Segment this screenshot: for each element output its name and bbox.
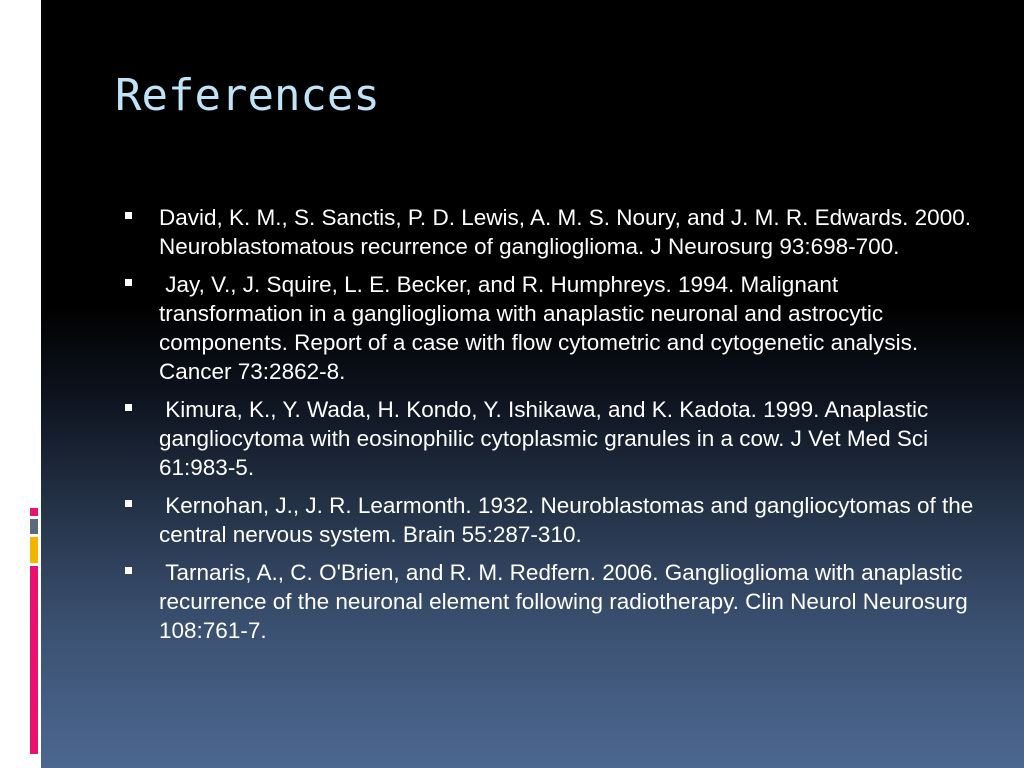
reference-item [120,558,980,645]
slide-title: References [115,70,380,121]
reference-item [120,270,980,386]
square-bullet-icon [125,404,132,411]
square-bullet-icon [125,279,132,286]
square-bullet-icon [125,500,132,507]
reference-text: Kimura, K., Y. Wada, H. Kondo, Y. Ishikawa, and K. Kadota. 1999. Anaplastic gangliocytoma with eosinophilic cytoplasmic granules in a cow. J Vet Med Sci 61:983-5. [159,397,935,480]
reference-text: David, K. M., S. Sanctis, P. D. Lewis, A. M. S. Noury, and J. M. R. Edwards. 2000. Neuroblastomatous recurrence of ganglioglioma. J Neurosurg 93:698-700. [159,205,971,259]
reference-list [120,203,980,654]
square-bullet-icon [125,212,132,219]
reference-item [120,491,980,549]
square-bullet-icon [125,567,132,574]
accent-bar-gray [30,519,38,534]
reference-text: Kernohan, J., J. R. Learmonth. 1932. Neuroblastomas and gangliocytomas of the central nervous system. Brain 55:287-310. [159,493,980,547]
accent-bar-pink-top [30,508,38,516]
reference-text: Tarnaris, A., C. O'Brien, and R. M. Redfern. 2006. Ganglioglioma with anaplastic recurrence of the neuronal element following radiotherapy. Clin Neurol Neurosurg 108:761-7. [159,560,975,643]
reference-item [120,395,980,482]
accent-bar-pink-long [30,566,38,754]
reference-item [120,203,980,261]
accent-bar-yellow [30,537,38,563]
reference-text: Jay, V., J. Squire, L. E. Becker, and R. Humphreys. 1994. Malignant transformation in a ganglioglioma with anaplastic neuronal and astrocytic components. Report of a case with flow cytometric and cytogenetic analysis. Cancer 73:2862-8. [159,272,925,384]
left-margin [0,0,41,768]
